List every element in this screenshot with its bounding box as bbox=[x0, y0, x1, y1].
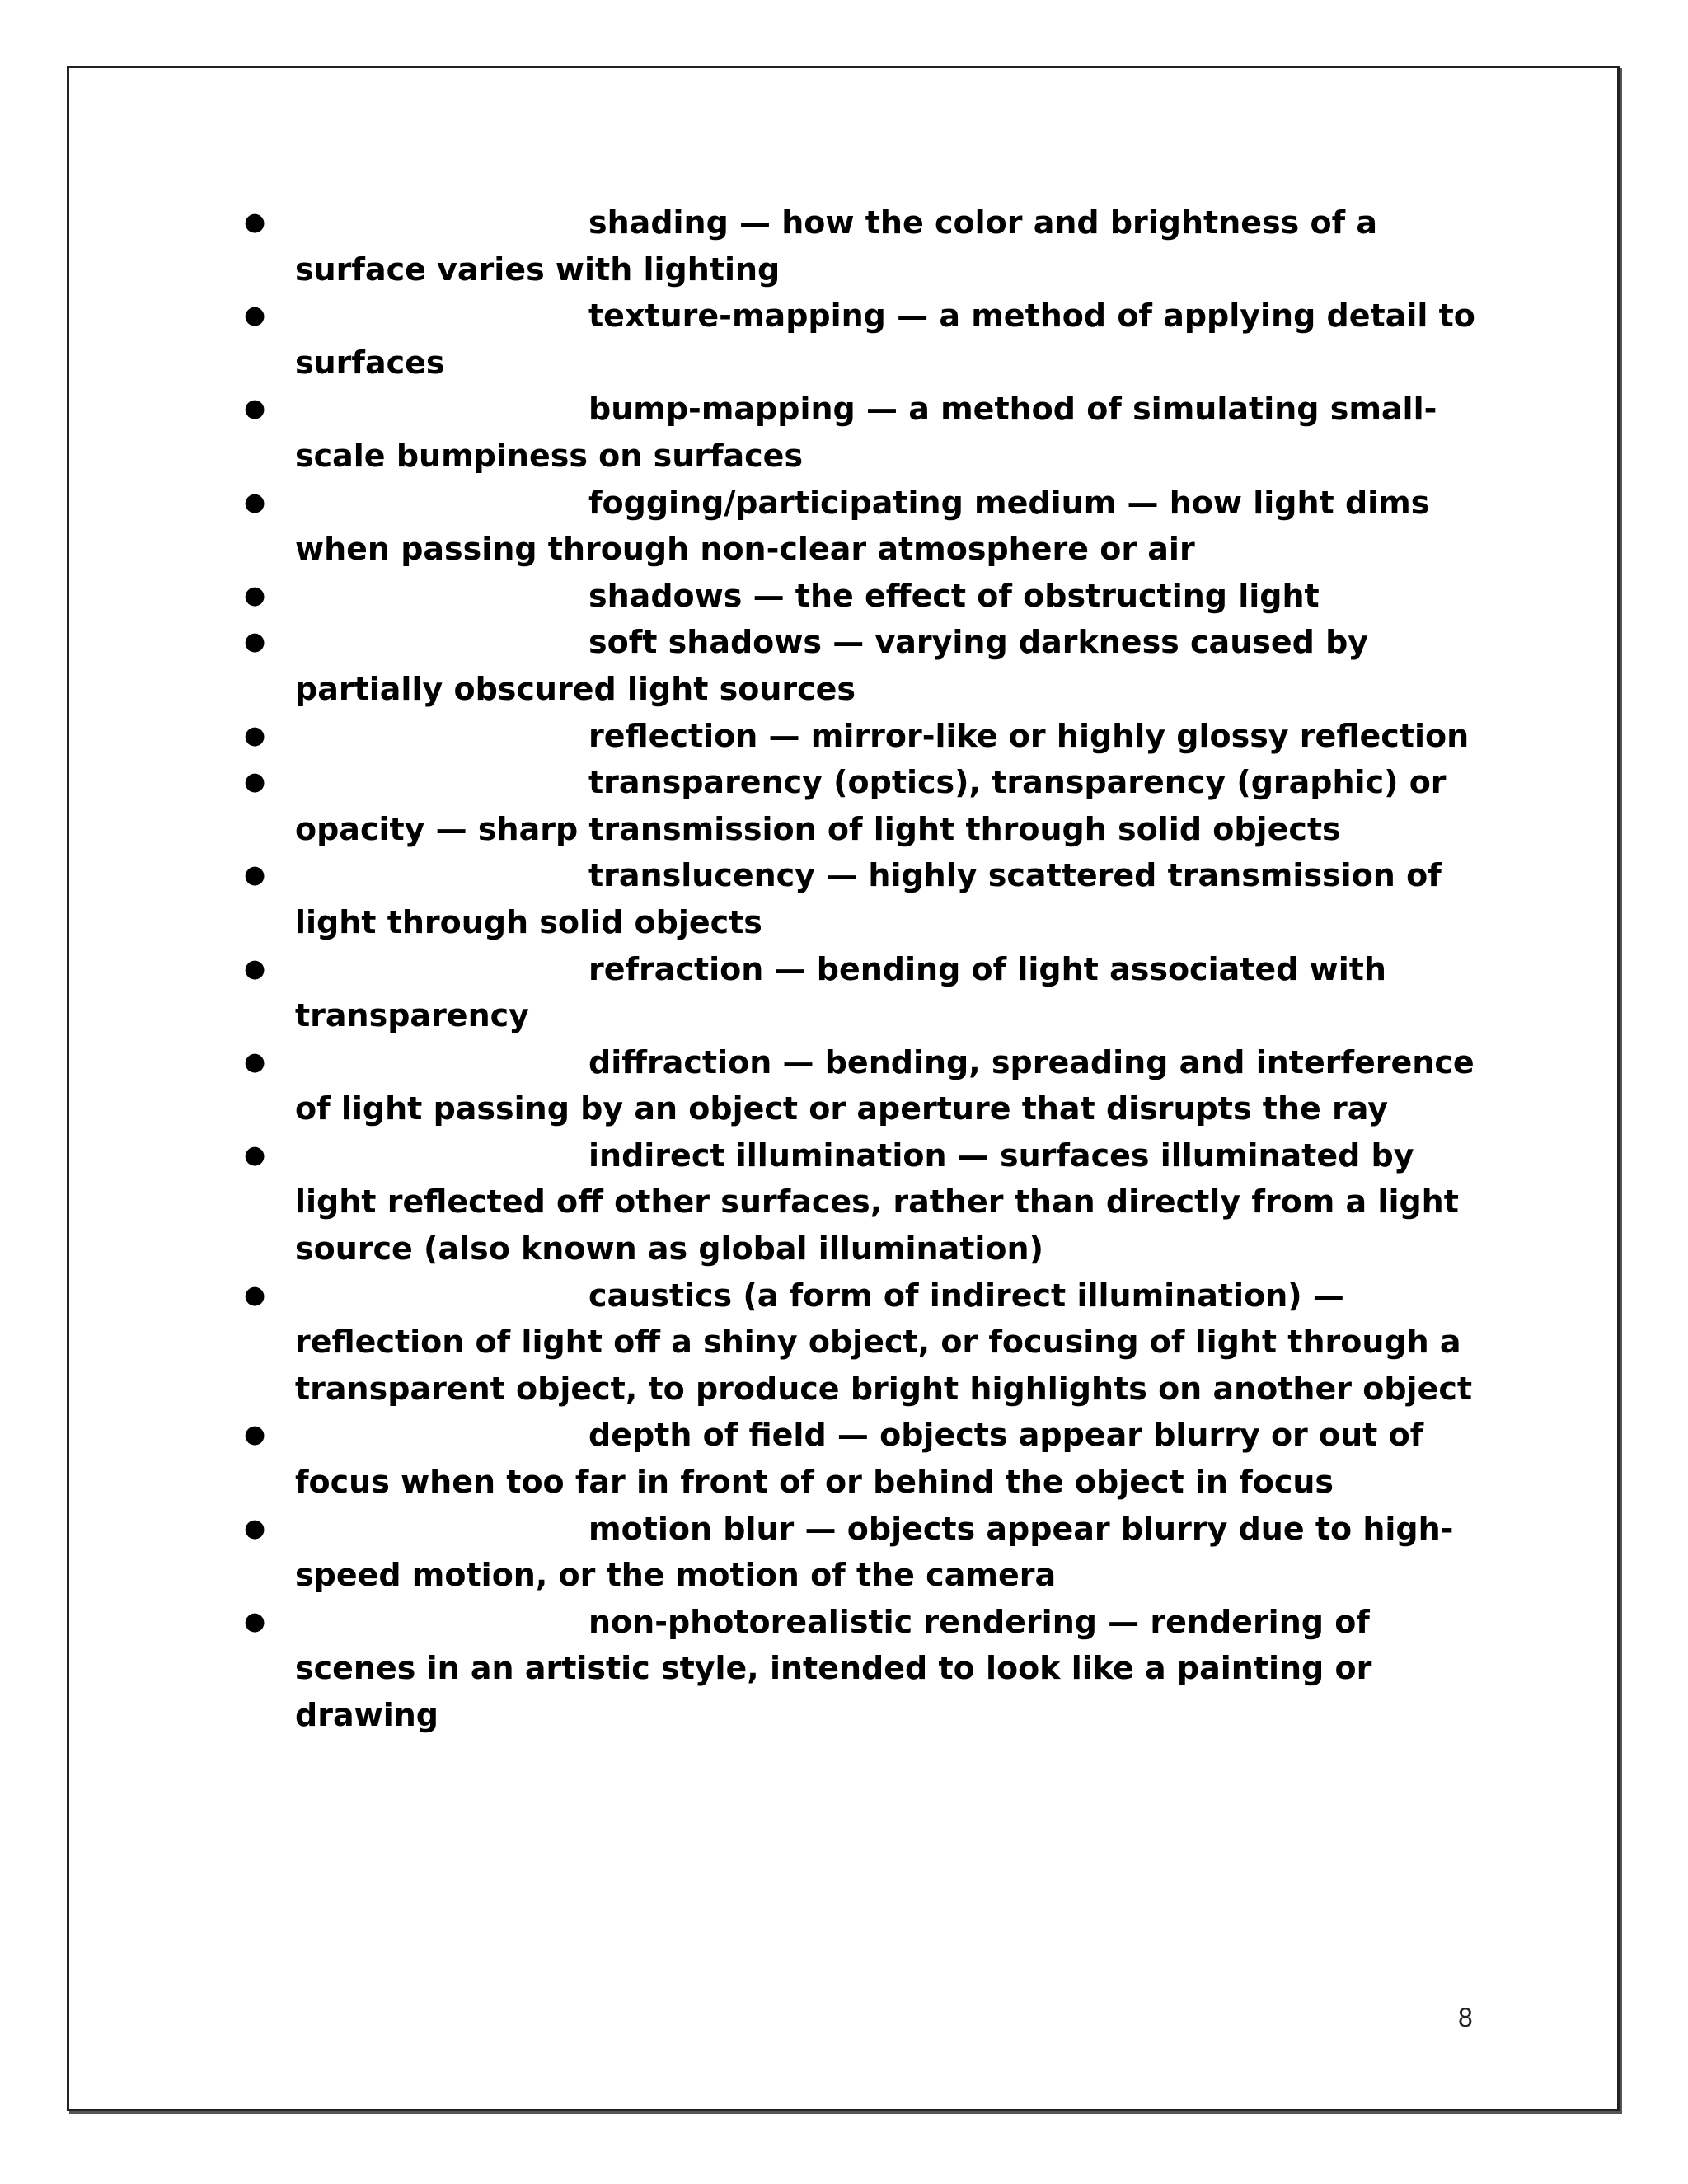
list-item bbox=[244, 480, 1490, 573]
list-item bbox=[244, 852, 1490, 945]
list-item bbox=[244, 759, 1490, 852]
bullet-icon: ● bbox=[244, 1606, 266, 1636]
list-item bbox=[244, 1272, 1490, 1413]
bullet-icon: ● bbox=[244, 580, 266, 610]
list-item bbox=[244, 1506, 1490, 1599]
list-item-text: diffraction — bending, spreading and interference of light passing by an object or aperture that disrupts the ray bbox=[295, 1043, 1475, 1127]
list-item-text: shading — how the color and brightness of a surface varies with lighting bbox=[295, 204, 1378, 288]
list-item-text: motion blur — objects appear blurry due to high-speed motion, or the motion of the camera bbox=[295, 1510, 1454, 1594]
bullet-icon: ● bbox=[244, 1513, 266, 1543]
list-item-text: refraction — bending of light associated with transparency bbox=[295, 950, 1386, 1034]
list-item-text: fogging/participating medium — how light dims when passing through non-clear atmosphere or air bbox=[295, 484, 1430, 568]
bullet-icon: ● bbox=[244, 1140, 266, 1169]
bullet-icon: ● bbox=[244, 1420, 266, 1450]
bullet-icon: ● bbox=[244, 208, 266, 237]
list-item-text: indirect illumination — surfaces illuminated by light reflected off other surfaces, rather than directly from a light source (also known as global illumination) bbox=[295, 1137, 1459, 1268]
list-item bbox=[244, 573, 1490, 620]
list-item bbox=[244, 1412, 1490, 1505]
list-item bbox=[244, 1132, 1490, 1272]
bullet-icon: ● bbox=[244, 487, 266, 517]
list-item-text: depth of field — objects appear blurry or out of focus when too far in front of or behind the object in focus bbox=[295, 1417, 1424, 1501]
list-item-text: caustics (a form of indirect illumination) — reflection of light off a shiny object, or focusing of light through a transparent object, to produce bright highlights on another object bbox=[295, 1277, 1473, 1407]
bullet-icon: ● bbox=[244, 860, 266, 890]
list-item bbox=[244, 293, 1490, 386]
list-item bbox=[244, 619, 1490, 712]
list-item bbox=[244, 1599, 1490, 1739]
bullet-icon: ● bbox=[244, 627, 266, 657]
list-item-text: soft shadows — varying darkness caused by partially obscured light sources bbox=[295, 624, 1369, 707]
list-item-text: non-photorealistic rendering — rendering of scenes in an artistic style, intended to look like a painting or drawing bbox=[295, 1603, 1372, 1733]
bullet-icon: ● bbox=[244, 720, 266, 750]
bullet-icon: ● bbox=[244, 1047, 266, 1076]
list-item-text: bump-mapping — a method of simulating small-scale bumpiness on surfaces bbox=[295, 391, 1437, 474]
list-item bbox=[244, 713, 1490, 760]
bullet-list bbox=[244, 199, 1490, 1739]
list-item bbox=[244, 386, 1490, 479]
bullet-icon: ● bbox=[244, 394, 266, 424]
page-number: 8 bbox=[1458, 2003, 1473, 2032]
list-item bbox=[244, 946, 1490, 1039]
list-item-text: transparency (optics), transparency (graphic) or opacity — sharp transmission of light through solid objects bbox=[295, 764, 1447, 847]
list-item-text: shadows — the effect of obstructing light bbox=[588, 577, 1320, 614]
bullet-icon: ● bbox=[244, 767, 266, 797]
list-item bbox=[244, 199, 1490, 293]
bullet-icon: ● bbox=[244, 954, 266, 983]
list-item bbox=[244, 1039, 1490, 1132]
list-item-text: texture-mapping — a method of applying detail to surfaces bbox=[295, 298, 1475, 381]
bullet-icon: ● bbox=[244, 301, 266, 330]
bullet-icon: ● bbox=[244, 1280, 266, 1310]
list-item-text: translucency — highly scattered transmission of light through solid objects bbox=[295, 857, 1442, 940]
list-item-text: reflection — mirror-like or highly glossy reflection bbox=[588, 717, 1470, 754]
